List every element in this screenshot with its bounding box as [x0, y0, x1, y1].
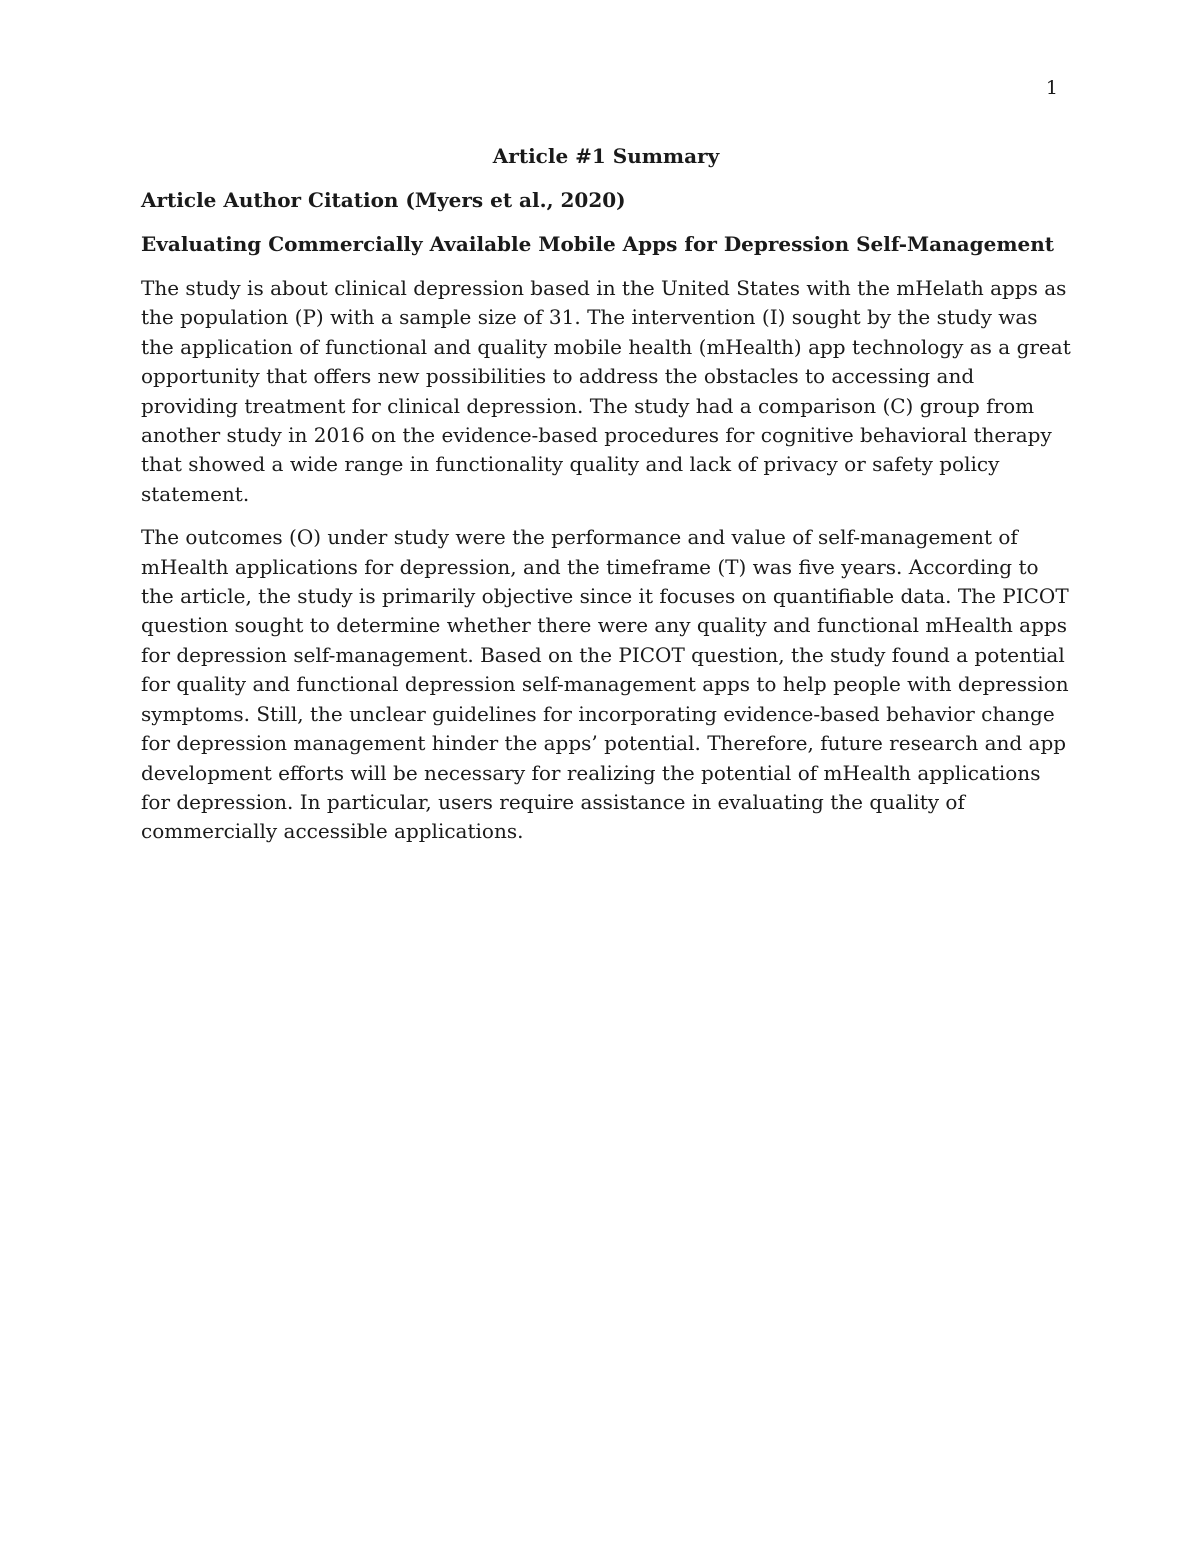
citation-heading: Article Author Citation (Myers et al., 2020): [141, 188, 626, 212]
document-title: Article #1 Summary: [492, 144, 720, 168]
paragraph-outcomes: The outcomes (O) under study were the performance and value of self-management of mHealth applications for depression, and the timeframe (T) was five years. According to the article, the study is primarily objective since it focuses on quantifiable data. The PICOT question sought to determine whether there were any quality and functional mHealth apps for depression self-management. Based on the PICOT question, the study found a potential for quality and functional depression self-management apps to help people with depression symptoms. Still, the unclear guidelines for incorporating evidence-based behavior change for depression management hinder the apps’ potential. Therefore, future research and app development efforts will be necessary for realizing the potential of mHealth applications for depression. In particular, users require assistance in evaluating the quality of commercially accessible applications.: [141, 525, 1069, 844]
article-title-heading: Evaluating Commercially Available Mobile Apps for Depression Self-Management: [141, 232, 1055, 256]
document-body: [141, 142, 1071, 861]
page-number: 1: [1045, 77, 1058, 99]
paragraph-picot-summary: The study is about clinical depression based in the United States with the mHelath apps as the population (P) with a sample size of 31. The intervention (I) sought by the study was the application of functional and quality mobile health (mHealth) app technology as a great opportunity that offers new possibilities to address the obstacles to accessing and providing treatment for clinical depression. The study had a comparison (C) group from another study in 2016 on the evidence-based procedures for cognitive behavioral therapy that showed a wide range in functionality quality and lack of privacy or safety policy statement.: [141, 276, 1071, 506]
